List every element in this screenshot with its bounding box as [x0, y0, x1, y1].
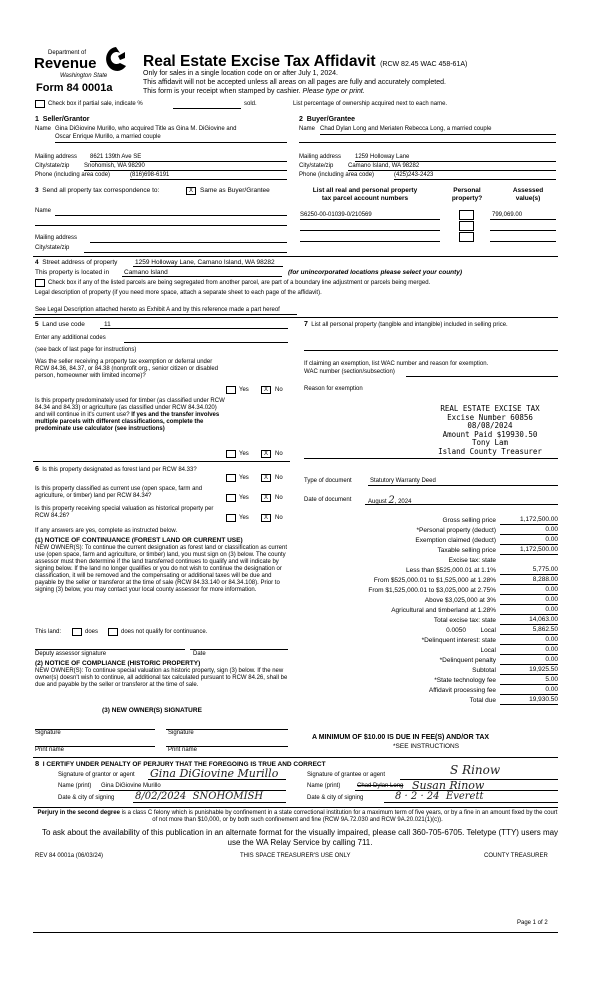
q5-yes-label: Yes — [239, 515, 249, 521]
s3-name-label: Name — [35, 208, 52, 214]
doc-date-value[interactable]: August 2, 2024 — [368, 495, 412, 506]
subtitle-2: This affidavit will not be accepted unless all areas on all pages are fully and accurately completed. — [143, 79, 446, 86]
section3-label: 3 Send all property tax correspondence to: — [35, 187, 160, 194]
fee-row: From $525,000.01 to $1,525,000 at 1.28% 8,288.00 — [373, 576, 558, 584]
grantor-name-label: Name (print) — [58, 783, 92, 789]
alternate-format-notice: To ask about the availability of this publication in an alternate format for the visually impaired, please call 360-705-6705. Teletype (TTY) users may use the WA Relay Service by calling 711. — [41, 828, 559, 847]
buyer-mailing[interactable]: 1259 Holloway Lane — [355, 154, 410, 160]
fee-row: Taxable selling price 1,172,500.00 — [437, 546, 558, 554]
dept-line2: Washington State — [60, 73, 108, 79]
treasurer-use-label: THIS SPACE TREASURER'S USE ONLY — [240, 853, 351, 859]
fee-row: *Delinquent penalty 0.00 — [439, 656, 558, 664]
s3-mailing-label: Mailing address — [35, 235, 78, 241]
fee-row: Less than $525,000.01 at 1.1% 5,775.00 — [406, 566, 558, 574]
personal-checkbox-3[interactable] — [459, 232, 474, 242]
fee-row: Local 0.00 — [480, 646, 558, 654]
q2-yes-label: Yes — [239, 451, 249, 457]
does-checkbox[interactable] — [72, 628, 82, 636]
fee-row: Above $3,025,000 at 3% 0.00 — [424, 596, 558, 604]
grantee-date-label: Date & city of signing — [307, 795, 364, 801]
subtitle-1: Only for sales in a single location code on or after July 1, 2024. — [143, 70, 338, 77]
q2-no-checkbox[interactable]: X — [261, 450, 271, 458]
located-value[interactable]: Camano Island — [124, 269, 168, 276]
current-use-question: Is this property classified as current use (open space, farm and agriculture, or timber) land per RCW 84.34? — [35, 486, 203, 499]
does-not-checkbox[interactable] — [108, 628, 118, 636]
segregated-checkbox[interactable] — [35, 279, 45, 287]
fee-row: Agricultural and timberland at 1.28% 0.00 — [391, 606, 558, 614]
fee-row: *Personal property (deduct) 0.00 — [416, 526, 558, 534]
legal-label: Legal description of property (if you need more space, attach a separate sheet to each page of the affidavit). — [35, 290, 322, 296]
q3-no-checkbox[interactable]: X — [261, 474, 271, 482]
see-instructions-note: *SEE INSTRUCTIONS — [393, 743, 460, 750]
seller-name-1[interactable]: Gina DiGiovine Murillo, who acquired Title as Gina M. DiGiovine and — [55, 126, 237, 132]
q4-yes-label: Yes — [239, 495, 249, 501]
q4-no-label: No — [275, 495, 283, 501]
dept-line1: Department of — [48, 50, 87, 56]
dept-name: Revenue — [34, 55, 97, 72]
q5-no-label: No — [275, 515, 283, 521]
reason-label: Reason for exemption — [304, 386, 363, 392]
fee-row: *Delinquent interest: state 0.00 — [421, 636, 558, 644]
buyer-phone[interactable]: (425)243-2423 — [394, 172, 434, 178]
street-label: 4 Street address of property — [35, 259, 118, 266]
buyer-name-label: Name — [299, 126, 316, 132]
q3-no-label: No — [275, 475, 283, 481]
fee-row: 0.0050 Local 5,862.50 — [446, 626, 558, 634]
seller-phone[interactable]: (816)698-6191 — [130, 172, 170, 178]
grantor-date-label: Date & city of signing — [58, 795, 115, 801]
owner-print-label-1: Print name — [35, 747, 65, 753]
buyer-name-1[interactable]: Chad Dylan Long and Meriaten Rebecca Long, a married couple — [320, 126, 492, 132]
subtitle-3: This form is your receipt when stamped by cashier. Please type or print. — [143, 88, 365, 95]
seller-name-2[interactable]: Oscar Enrique Murillo, a married couple — [55, 134, 161, 140]
grantor-date-city[interactable]: 8/02/2024 SNOHOMISH — [135, 791, 264, 802]
legal-description[interactable]: See Legal Description attached hereto as Exhibit A and by this reference made a part hereof — [35, 307, 280, 313]
assessed-value[interactable]: 799,069.00 — [492, 212, 523, 218]
sold-label: sold. — [244, 101, 257, 107]
q3-yes-label: Yes — [239, 475, 249, 481]
washington-logo-icon — [105, 46, 127, 72]
fee-row: Total due 19,930.50 — [469, 696, 558, 704]
q1-no-checkbox[interactable]: X — [261, 386, 271, 394]
seller-name-label: Name — [35, 126, 52, 132]
seller-city[interactable]: Snohomish, WA 98290 — [84, 163, 145, 169]
see-back-note: (see back of last page for instructions) — [35, 347, 137, 353]
additional-codes-label: Enter any additional codes — [35, 335, 106, 341]
seller-phone-label: Phone (including area code) — [35, 172, 111, 178]
grantee-signature[interactable]: S Rinow — [450, 763, 501, 777]
buyer-mailing-label: Mailing address — [299, 154, 342, 160]
q3-yes-checkbox[interactable] — [226, 474, 236, 482]
revision-number: REV 84 0001a (06/03/24) — [35, 853, 104, 859]
county-treasurer-label: COUNTY TREASURER — [484, 853, 548, 859]
grantee-signature-label: Signature of grantee or agent — [307, 772, 386, 778]
parcels-heading: List all real and personal property tax parcel account numbers — [312, 187, 418, 202]
this-land-label: This land: — [35, 629, 62, 635]
grantee-name-handwritten[interactable]: Susan Rinow — [412, 779, 485, 792]
buyer-city-label: City/state/zip — [299, 163, 334, 169]
grantor-signature[interactable]: Gina DiGiovine Murillo — [150, 767, 279, 780]
personal-heading: Personal property? — [451, 187, 483, 202]
wac-label: WAC number (section/subsection) — [304, 369, 395, 375]
land-use-label: 5 Land use code — [35, 321, 85, 328]
deputy-assessor-label: Deputy assessor signature — [35, 651, 107, 657]
street-address[interactable]: 1259 Holloway Lane, Camano Island, WA 98282 — [135, 259, 275, 266]
does-label: does — [85, 629, 99, 635]
notice-continuance-text: NEW OWNER(S): To continue the current designation as forest land or classification as current use (open space, farm and agriculture, or timber) land, you must sign on (3) below. The county assessor must then determine if the land transferred continues to qualify and will indicate by signing below. If the land no longer qualifies or you do not wish to continue the designation or classification, it will be removed and the compensating or additional taxes will be due and payable by the seller or transferor at the time of sale (RCW 84.33.140 or 84.34.108). Prior to signing (3) below, you may contact your local county assessor for more information. — [35, 545, 287, 593]
exemption-instruction: If claiming an exemption, list WAC number and reason for exemption. — [304, 361, 489, 367]
treasurer-stamp: REAL ESTATE EXCISE TAX Excise Number 60856 08/08/2024 Amount Paid $19930.50 Tony Lam Island County Treasurer — [438, 404, 542, 456]
buyer-city[interactable]: Camano Island, WA 98282 — [348, 163, 420, 169]
q1-yes-label: Yes — [239, 387, 249, 393]
same-as-buyer-checkbox[interactable]: X — [186, 187, 196, 195]
personal-checkbox-1[interactable] — [459, 210, 474, 220]
q4-no-checkbox[interactable]: X — [261, 494, 271, 502]
fee-row: Exemption claimed (deduct) 0.00 — [415, 536, 558, 544]
doc-date-label: Date of document — [304, 497, 352, 503]
land-use-code[interactable]: 11 — [104, 321, 111, 328]
certify-statement: 8 I CERTIFY UNDER PENALTY OF PERJURY THAT THE FOREGOING IS TRUE AND CORRECT — [35, 759, 326, 768]
owner-signature-label-2: Signature — [168, 730, 194, 736]
page-title: Real Estate Excise Tax Affidavit (RCW 82.45 WAC 458-61A) — [143, 53, 468, 70]
list-percentage-label: List percentage of ownership acquired next to each name. — [293, 101, 448, 107]
grantee-name-printed: Chad Dylan Long — [357, 783, 404, 789]
same-as-buyer-label: Same as Buyer/Grantee — [200, 187, 270, 194]
exemption-question: Was the seller receiving a property tax exemption or deferral under RCW 84.36, 84.37, or 84.38 (nonprofit org., senior citizen or disabled person, homeowner with limited income)? — [35, 359, 219, 379]
fee-row: Total excise tax: state 14,063.00 — [433, 616, 558, 624]
q2-yes-checkbox[interactable] — [226, 450, 236, 458]
historic-question: Is this property receiving special valuation as historical property per RCW 84.26? — [35, 506, 214, 519]
fee-row: Affidavit processing fee 0.00 — [428, 686, 558, 694]
partial-sale-label: Check box if partial sale, indicate % — [48, 101, 143, 107]
parcel-number[interactable]: S6250-00-01039-0/210569 — [300, 212, 372, 218]
deputy-date-label: Date — [193, 651, 206, 657]
if-any-yes: If any answers are yes, complete as instructed below. — [35, 528, 178, 534]
notice-continuance-heading: (1) NOTICE OF CONTINUANCE (FOREST LAND OR CURRENT USE) — [35, 537, 243, 544]
buyer-phone-label: Phone (including area code) — [299, 172, 375, 178]
timber-question: Is this property predominately used for timber (as classified under RCW 84.34 and 84.33) or agriculture (as classified under RCW 84.34.020) and will continue in it's current use? If yes and the transfer involves multiple parcels with different classifications, complete the predominate use calculator (see instructions) — [35, 398, 225, 432]
fee-row: Subtotal 19,925.50 — [472, 666, 558, 674]
q2-no-label: No — [275, 451, 283, 457]
doc-type-label: Type of document — [304, 478, 352, 484]
new-owner-signature-heading: (3) NEW OWNER(S) SIGNATURE — [102, 707, 202, 714]
fee-row: *State technology fee 5.00 — [434, 676, 558, 684]
does-not-label: does not qualify for continuance. — [121, 629, 208, 635]
seller-heading: 1 Seller/Grantor — [35, 116, 90, 123]
buyer-heading: 2 Buyer/Grantee — [299, 116, 356, 123]
grantee-name-label: Name (print) — [307, 783, 341, 789]
seller-mailing-label: Mailing address — [35, 154, 78, 160]
grantor-name[interactable]: Gina DiGiovine Murillo — [101, 783, 161, 789]
notice-compliance-heading: (2) NOTICE OF COMPLIANCE (HISTORIC PROPERTY) — [35, 660, 201, 667]
s3-city-label: City/state/zip — [35, 245, 70, 251]
assessed-heading: Assessed value(s) — [512, 187, 544, 202]
fee-row: From $1,525,000.01 to $3,025,000 at 2.75% 0.00 — [368, 586, 558, 594]
perjury-notice: Perjury in the second degree is a class C felony which is punishable by confinement in a state correctional institution for a maximum term of five years, or by a fine in an amount fixed by the court of not more than $10,000, or by both such confinement and fine (RCW 9A.72.030 and RCW 9A.20.021(1)(c)). — [37, 810, 558, 823]
seller-mailing[interactable]: 8621 139th Ave SE — [90, 154, 142, 160]
owner-print-label-2: Print name — [168, 747, 198, 753]
grantor-signature-label: Signature of grantor or agent — [58, 772, 135, 778]
notice-compliance-text: NEW OWNER(S): To continue special valuation as historic property, sign (3) below. If the new owner(s) doesn't wish to continue, all additional tax calculated pursuant to RCW 84.26, shall be due and payable by the seller or transferor at the time of sale. — [35, 668, 288, 688]
page-number: Page 1 of 2 — [517, 920, 548, 926]
q5-yes-checkbox[interactable] — [226, 514, 236, 522]
seller-city-label: City/state/zip — [35, 163, 70, 169]
forest-question: 6 Is this property designated as forest land per RCW 84.33? — [35, 466, 197, 473]
q4-yes-checkbox[interactable] — [226, 494, 236, 502]
owner-signature-label-1: Signature — [35, 730, 61, 736]
grantee-date-city[interactable]: 8 · 2 · 24 Everett — [395, 791, 484, 802]
personal-property-label: 7 List all personal property (tangible and intangible) included in selling price. — [304, 321, 508, 328]
fee-row: Excise tax: state — [448, 557, 496, 564]
form-number: Form 84 0001a — [36, 82, 113, 94]
q1-yes-checkbox[interactable] — [226, 386, 236, 394]
unincorporated-note: (for unincorporated locations please select your county) — [288, 269, 463, 276]
located-label: This property is located in — [35, 269, 110, 276]
q1-no-label: No — [275, 387, 283, 393]
personal-checkbox-2[interactable] — [459, 221, 474, 231]
q5-no-checkbox[interactable]: X — [261, 514, 271, 522]
doc-type-value[interactable]: Statutory Warranty Deed — [370, 478, 436, 484]
fee-row: Gross selling price 1,172,500.00 — [442, 516, 558, 524]
partial-sale-checkbox[interactable] — [35, 100, 45, 108]
segregated-label: Check box if any of the listed parcels are being segregated from another parcel, are part of a boundary line adjustment or parcels being merged. — [48, 280, 431, 286]
minimum-fee-note: A MINIMUM OF $10.00 IS DUE IN FEE(S) AND/OR TAX — [312, 734, 490, 741]
